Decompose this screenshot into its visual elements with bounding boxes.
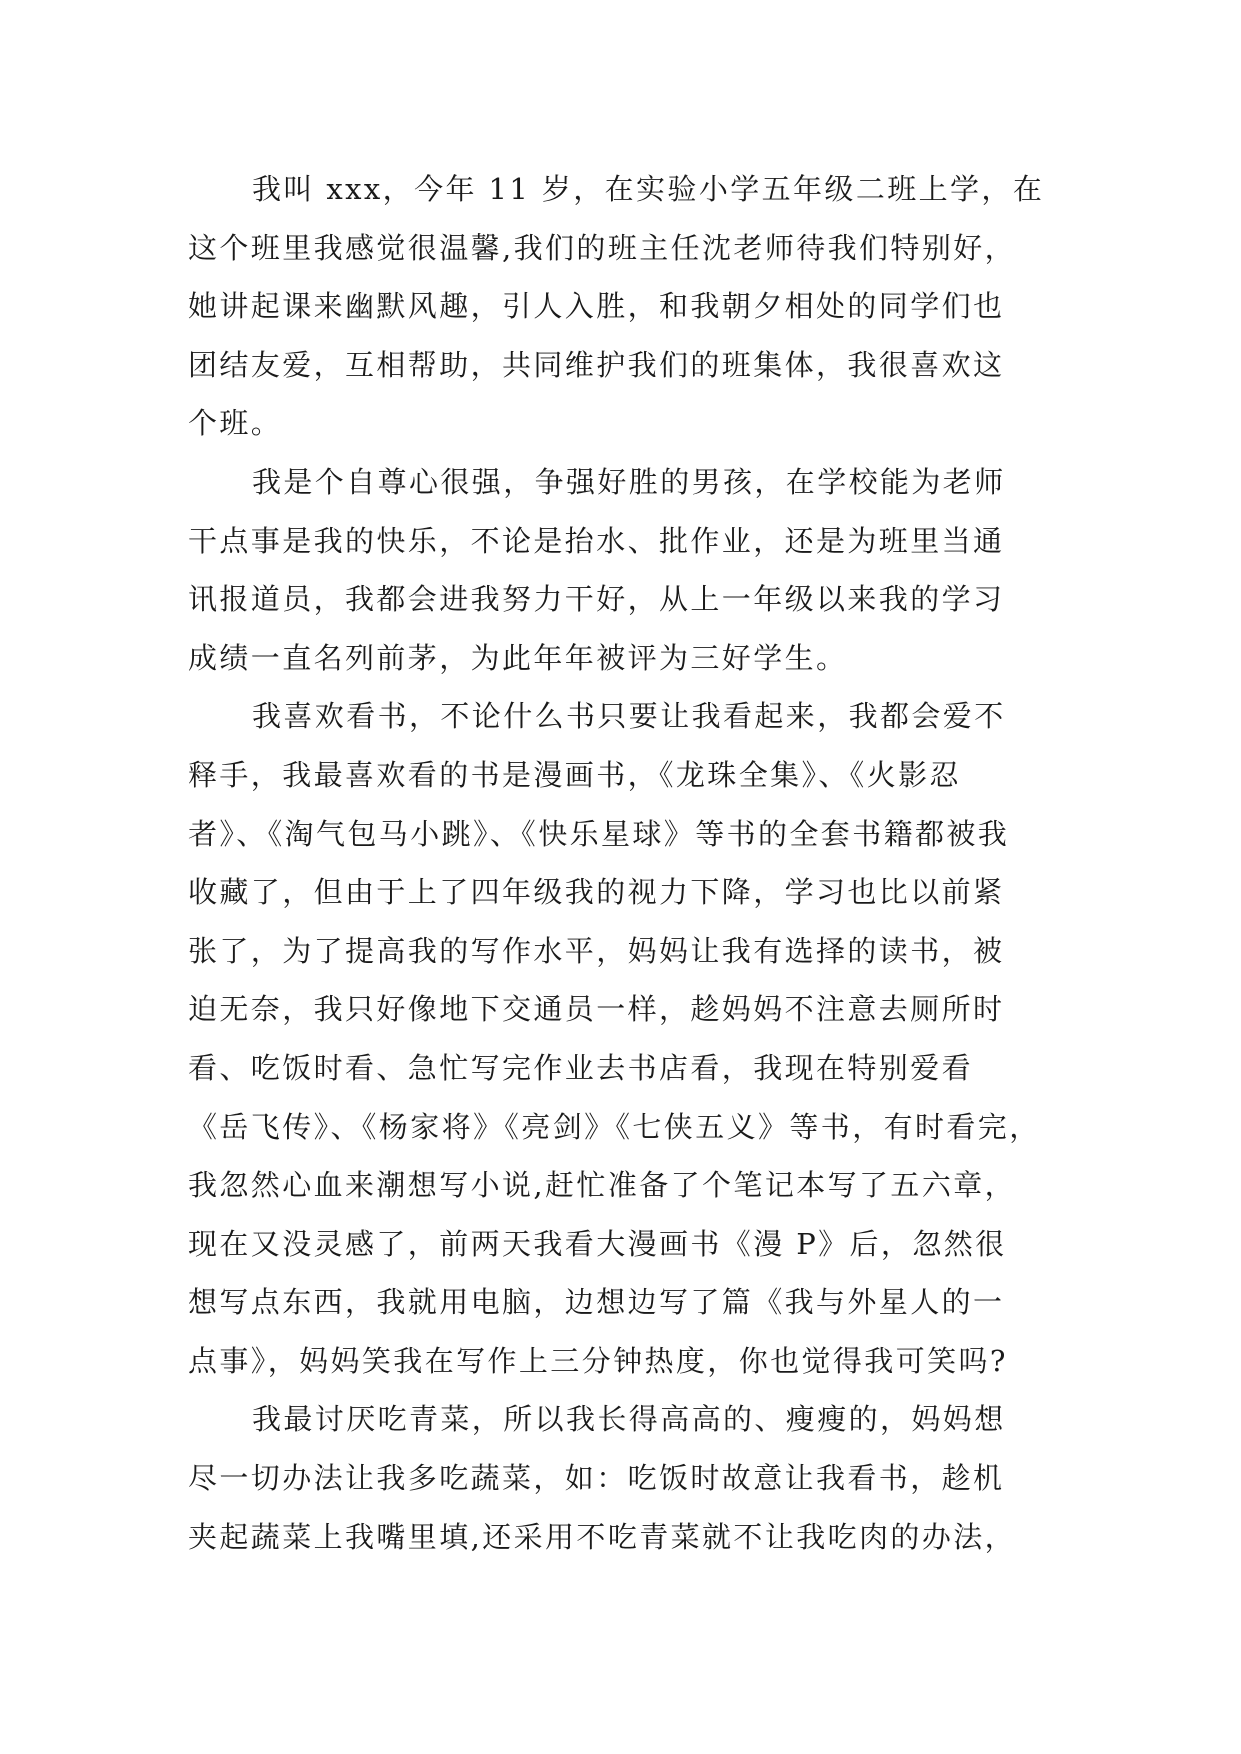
text-line: 她讲起课来幽默风趣，引人入胜，和我朝夕相处的同学们也 — [188, 289, 1005, 324]
text-line: 个班。 — [188, 406, 283, 441]
paragraph-2 — [188, 453, 1068, 687]
text-line: 团结友爱，互相帮助，共同维护我们的班集体，我很喜欢这 — [188, 347, 1005, 382]
text-line: 释手，我最喜欢看的书是漫画书，《龙珠全集》、《火影忍 — [188, 757, 961, 792]
text-line: 讯报道员，我都会进我努力干好，从上一年级以来我的学习 — [188, 582, 1005, 617]
text-line: 《岳飞传》、《杨家将》《亮剑》《七侠五义》等书，有时看完， — [188, 1109, 1041, 1144]
paragraph-4 — [188, 1390, 1068, 1566]
text-line: 尽一切办法让我多吃蔬菜，如：吃饭时故意让我看书，趁机 — [188, 1461, 1005, 1496]
text-line: 张了，为了提高我的写作水平，妈妈让我有选择的读书，被 — [188, 933, 1005, 968]
text-line: 想写点东西，我就用电脑，边想边写了篇《我与外星人的一 — [188, 1285, 1005, 1320]
text-line: 点事》，妈妈笑我在写作上三分钟热度，你也觉得我可笑吗? — [188, 1343, 1008, 1378]
text-line: 迫无奈，我只好像地下交通员一样，趁妈妈不注意去厕所时 — [188, 992, 1005, 1027]
text-line: 干点事是我的快乐，不论是抬水、批作业，还是为班里当通 — [188, 523, 1005, 558]
paragraph-1 — [188, 160, 1068, 453]
text-line: 者》、《淘气包马小跳》、《快乐星球》等书的全套书籍都被我 — [188, 816, 1010, 851]
text-line: 我喜欢看书，不论什么书只要让我看起来，我都会爱不 — [252, 699, 1006, 734]
text-line: 我叫 xxx，今年 11 岁，在实验小学五年级二班上学，在 — [252, 172, 1045, 206]
text-line: 我忽然心血来潮想写小说,赶忙准备了个笔记本写了五六章， — [188, 1168, 1017, 1203]
document-body — [188, 160, 1068, 1566]
text-line: 这个班里我感觉很温馨,我们的班主任沈老师待我们特别好， — [188, 230, 1017, 265]
text-line: 看、吃饭时看、急忙写完作业去书店看，我现在特别爱看 — [188, 1050, 974, 1085]
text-line: 成绩一直名列前茅，为此年年被评为三好学生。 — [188, 640, 848, 675]
text-line: 现在又没灵感了，前两天我看大漫画书《漫 P》后，忽然很 — [188, 1226, 1007, 1261]
paragraph-3 — [188, 687, 1068, 1390]
text-line: 我是个自尊心很强，争强好胜的男孩，在学校能为老师 — [252, 464, 1006, 499]
text-line: 收藏了，但由于上了四年级我的视力下降，学习也比以前紧 — [188, 875, 1005, 910]
text-line: 我最讨厌吃青菜，所以我长得高高的、瘦瘦的，妈妈想 — [252, 1402, 1006, 1437]
text-line: 夹起蔬菜上我嘴里填,还采用不吃青菜就不让我吃肉的办法， — [188, 1519, 1017, 1554]
